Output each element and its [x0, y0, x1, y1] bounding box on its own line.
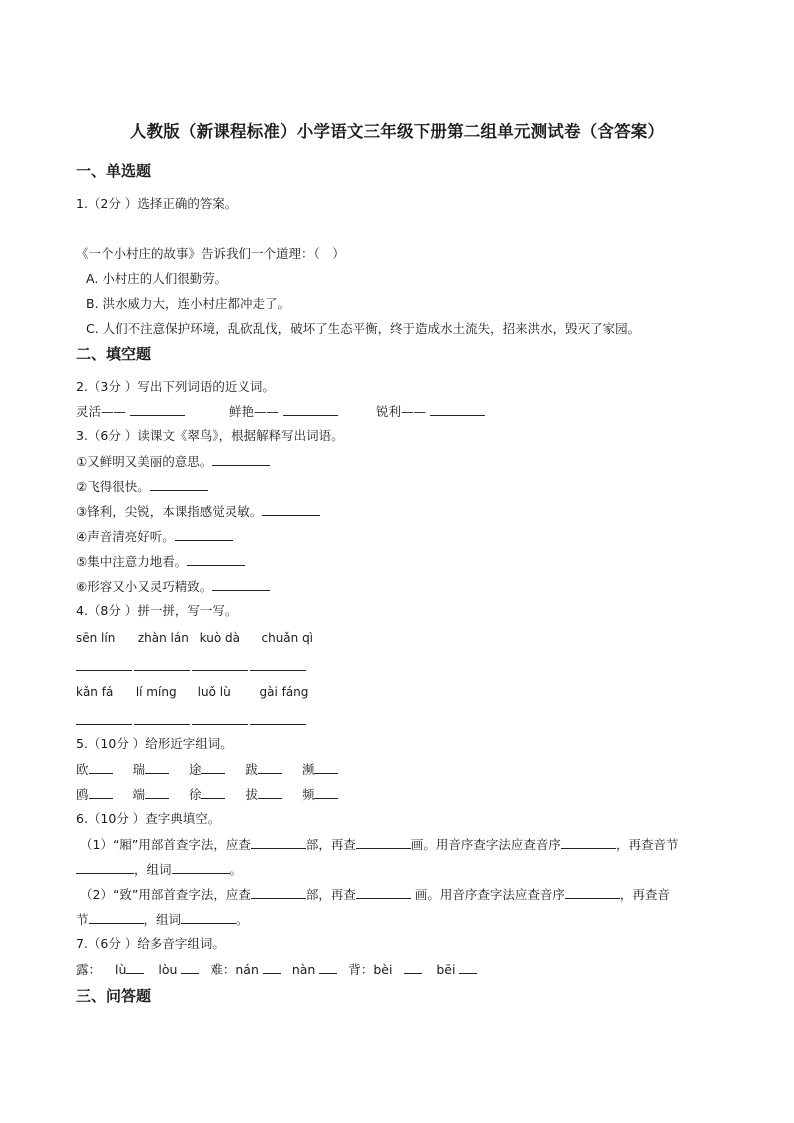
q7-row	[76, 961, 477, 978]
q1-option-a: A. 小村庄的人们很勤劳。	[86, 271, 228, 286]
answer-blank[interactable]	[258, 786, 282, 799]
q6-text: 部，再查	[305, 837, 356, 852]
answer-blank[interactable]	[459, 961, 477, 974]
char: 频	[301, 787, 315, 802]
q3-heading: 3.（6分 ）读课文《翠鸟》，根据解释写出词语。	[76, 428, 344, 443]
q6-heading: 6.（10分 ）查字典填空。	[76, 811, 221, 826]
q5-row-2	[76, 786, 338, 803]
q7-pinyin: bēi	[436, 962, 456, 977]
q3-item-3-text: ③锋利，尖锐，本课指感觉灵敏。	[76, 504, 263, 519]
q6-text: ，再查音	[619, 887, 670, 902]
section-fill-in: 二、填空题	[76, 345, 152, 363]
answer-blank[interactable]	[89, 786, 113, 799]
q6-text: （1）“厢”用部首查字法，应查	[80, 837, 251, 852]
char: 鸥	[76, 787, 89, 802]
answer-blank[interactable]	[283, 403, 338, 416]
answer-blank[interactable]	[172, 861, 230, 874]
answer-blank[interactable]	[175, 528, 233, 541]
q6-text: （2）“致”用部首查字法，应查	[80, 887, 251, 902]
answer-blank[interactable]	[89, 761, 113, 774]
q6-text: 。	[236, 912, 249, 927]
q3-item-2-text: ②飞得很快。	[76, 479, 150, 494]
answer-blank[interactable]	[565, 886, 620, 899]
char: 跋	[245, 762, 258, 777]
answer-blank[interactable]	[130, 403, 185, 416]
q2-word-3: 锐利——	[375, 404, 426, 419]
answer-blank[interactable]	[76, 861, 134, 874]
answer-blank[interactable]	[258, 761, 282, 774]
exam-title: 人教版（新课程标准）小学语文三年级下册第二组单元测试卷（含答案）	[129, 122, 665, 141]
answer-blank[interactable]	[201, 786, 225, 799]
q7-char: 难：	[210, 962, 236, 977]
q4-heading: 4.（8分 ）拼一拼，写一写。	[76, 603, 238, 618]
answer-blank[interactable]	[430, 403, 485, 416]
char: 途	[188, 762, 202, 777]
answer-blank[interactable]	[181, 961, 199, 974]
q7-pinyin: nán	[235, 962, 259, 977]
q3-item-2	[76, 478, 208, 495]
answer-blank[interactable]	[262, 503, 320, 516]
answer-blank[interactable]	[145, 786, 169, 799]
answer-blank[interactable]	[212, 578, 270, 591]
answer-blank[interactable]	[181, 911, 236, 924]
answer-blank[interactable]	[251, 836, 306, 849]
answer-blank[interactable]	[356, 886, 411, 899]
q1-stem: 《一个小村庄的故事》告诉我们一个道理：（ ）	[76, 246, 345, 261]
q7-pinyin: lù	[114, 962, 127, 977]
pinyin: luǒ lù	[197, 685, 231, 699]
answer-blank[interactable]	[251, 886, 306, 899]
q2-word-1: 灵活——	[76, 404, 127, 419]
char: 欧	[76, 762, 89, 777]
answer-blank[interactable]	[126, 961, 144, 974]
q1-option-c: C. 人们不注意保护环境，乱砍乱伐，破坏了生态平衡，终于造成水土流失，招来洪水，毁灭了家园。	[86, 321, 641, 336]
q6-part-2-cont	[76, 911, 249, 928]
pinyin: zhàn lán	[137, 631, 189, 645]
char: 端	[132, 787, 145, 802]
q7-heading: 7.（6分 ）给多音字组词。	[76, 936, 225, 951]
pinyin: lí míng	[135, 685, 177, 699]
q6-text: ，组词	[143, 912, 182, 927]
answer-blank[interactable]	[404, 961, 422, 974]
q6-text: 。	[229, 862, 243, 877]
q6-part-2	[80, 886, 670, 903]
answer-blank[interactable]	[263, 961, 281, 974]
q1-heading: 1.（2分 ）选择正确的答案。	[76, 196, 238, 211]
answer-blank[interactable]	[314, 761, 338, 774]
q6-text: 部，再查	[305, 887, 356, 902]
q4-pinyin-row-1	[76, 630, 321, 646]
q2-heading: 2.（3分 ）写出下列词语的近义词。	[76, 379, 275, 394]
pinyin: sēn lín	[76, 631, 116, 645]
answer-blank[interactable]	[150, 478, 208, 491]
q3-item-4	[76, 528, 233, 545]
answer-blank[interactable]	[212, 453, 270, 466]
q3-item-4-text: ④声音清亮好听。	[76, 529, 175, 544]
q3-item-5	[76, 553, 245, 570]
q6-text: 节	[76, 912, 89, 927]
q2-word-2: 鲜艳——	[228, 404, 279, 419]
answer-blank[interactable]	[561, 836, 616, 849]
q6-text: ，再查音节	[615, 837, 679, 852]
q6-text: 画。用音序查字法应查音序	[410, 837, 561, 852]
char: 拔	[245, 787, 258, 802]
q6-text: ，组词	[134, 862, 172, 877]
q7-char: 露：	[76, 962, 102, 977]
pinyin: kuò dà	[199, 631, 240, 645]
q3-item-5-text: ⑤集中注意力地看。	[76, 554, 188, 569]
q5-heading: 5.（10分 ）给形近字组词。	[76, 736, 233, 751]
q2-row	[76, 403, 485, 420]
q7-pinyin: bèi	[373, 962, 393, 977]
q5-row-1	[76, 761, 338, 778]
q3-item-1-text: ①又鲜明又美丽的意思。	[76, 454, 213, 469]
pinyin: gài fáng	[259, 685, 309, 699]
q7-pinyin: nàn	[291, 962, 316, 977]
answer-blank[interactable]	[145, 761, 169, 774]
answer-blank[interactable]	[314, 786, 338, 799]
q3-item-3	[76, 503, 320, 520]
q3-item-6	[76, 578, 270, 595]
answer-blank[interactable]	[319, 961, 337, 974]
q1-option-b: B. 洪水威力大，连小村庄都冲走了。	[86, 296, 291, 311]
answer-blank[interactable]	[89, 911, 144, 924]
q6-part-1-cont	[76, 861, 242, 878]
char: 濒	[301, 762, 315, 777]
q7-char: 背：	[348, 962, 374, 977]
q3-item-1	[76, 453, 270, 470]
section-qa: 三、问答题	[76, 987, 152, 1005]
q3-item-6-text: ⑥形容又小又灵巧精致。	[76, 579, 213, 594]
q6-text: 画。用音序查字法应查音序	[410, 887, 565, 902]
pinyin: chuǎn qì	[261, 631, 314, 645]
q4-pinyin-row-2	[76, 684, 319, 700]
char: 徐	[188, 787, 202, 802]
pinyin: kǎn fá	[76, 685, 114, 699]
q6-part-1	[80, 836, 678, 853]
answer-blank[interactable]	[356, 836, 411, 849]
q7-pinyin: lòu	[158, 962, 178, 977]
answer-blank[interactable]	[201, 761, 225, 774]
answer-blank[interactable]	[187, 553, 245, 566]
section-single-choice: 一、单选题	[76, 162, 152, 180]
char: 瑞	[132, 762, 145, 777]
